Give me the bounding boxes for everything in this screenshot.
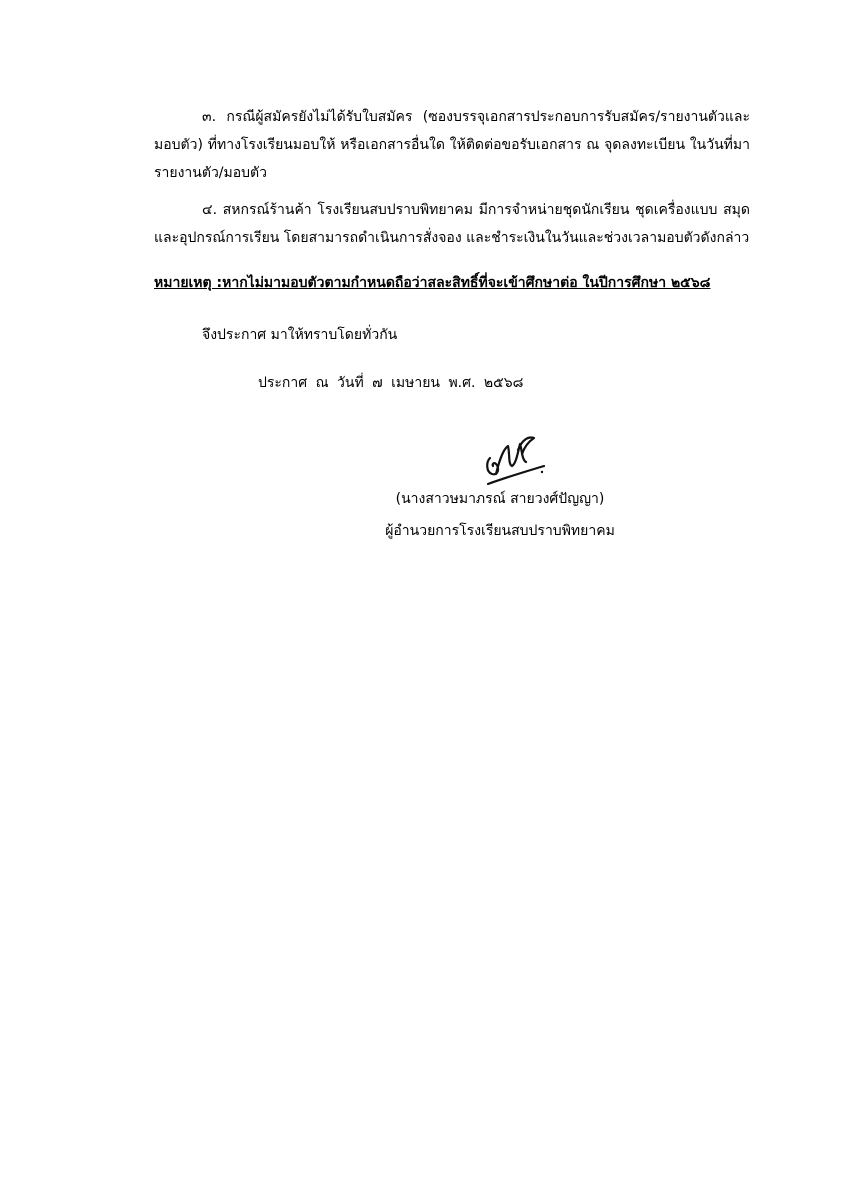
announcement-line: จึงประกาศ มาให้ทราบโดยทั่วกัน (202, 327, 398, 343)
note-remark: หมายเหตุ :หากไม่มามอบตัวตามกำหนดถือว่าสละสิทธิ์ที่จะเข้าศึกษาต่อ ในปีการศึกษา ๒๕๖๘ (154, 275, 711, 291)
signer-name: (นางสาวษมาภรณ์ สายวงศ์ปัญญา) (395, 491, 605, 507)
signer-title: ผู้อำนวยการโรงเรียนสบปราบพิทยาคม (385, 523, 615, 539)
announcement-date: ประกาศ ณ วันที่ ๗ เมษายน พ.ศ. ๒๕๖๘ (258, 375, 524, 391)
paragraph-item-3: ๓. กรณีผู้สมัครยังไม่ได้รับใบสมัคร (ซองบรรจุเอกสารประกอบการรับสมัคร/รายงานตัวและมอบตัว) ที่ทางโรงเรียนมอบให้ หรือเอกสารอื่นใด ให้ติดต่อขอรับเอกสาร ณ จุดลงทะเบียน ในวันที่มารายงานตัว/มอบตัว (154, 109, 750, 181)
signature-image (478, 428, 554, 490)
paragraph-item-4: ๔. สหกรณ์ร้านค้า โรงเรียนสบปราบพิทยาคม มีการจำหน่ายชุดนักเรียน ชุดเครื่องแบบ สมุดและอุปกรณ์การเรียน โดยสามารถดำเนินการสั่งจอง และชำระเงินในวันและช่วงเวลามอบตัวดังกล่าว (154, 202, 750, 246)
